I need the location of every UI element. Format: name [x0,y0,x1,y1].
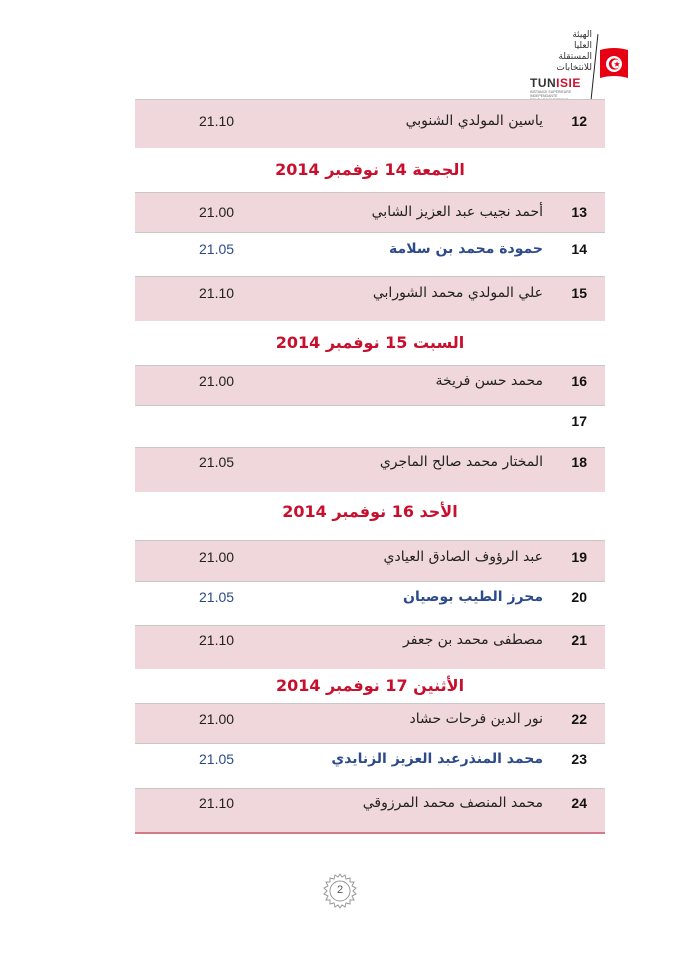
row-number: 20 [571,589,587,605]
logo-latin-suffix: ISIE [556,76,581,90]
table-row [135,405,605,447]
table-row [135,540,605,581]
tunisia-flag-icon [598,44,630,84]
table-bottom-border [135,832,605,834]
candidate-name: محمد المنصف محمد المرزوقي [362,795,543,811]
date-header [135,321,605,365]
date-header [135,669,605,703]
time-slot: 21.10 [199,632,235,648]
isie-logo [526,30,636,102]
logo-line: للانتخابات [556,63,592,73]
candidate-name: عبد الرؤوف الصادق العيادي [383,549,543,565]
table-row [135,232,605,276]
table-row [135,192,605,232]
date-header [135,492,605,540]
time-slot: 21.05 [199,241,235,257]
date-header-text: الأحد 16 نوفمبر 2014 [282,502,458,521]
candidate-name: علي المولدي محمد الشورابي [372,285,543,301]
date-header-text: السبت 15 نوفمبر 2014 [275,333,465,352]
table-row [135,743,605,788]
row-number: 21 [571,632,587,648]
table-row [135,788,605,832]
row-number: 13 [571,204,587,220]
row-number: 19 [571,549,587,565]
time-slot: 21.05 [199,454,235,470]
time-slot: 21.05 [199,751,235,767]
candidate-name: محمد حسن فريخة [435,373,543,389]
time-slot: 21.10 [199,113,235,129]
row-number: 12 [571,113,587,129]
time-slot: 21.10 [199,795,235,811]
table-row [135,276,605,321]
row-number: 14 [571,241,587,257]
row-number: 23 [571,751,587,767]
candidate-name: حمودة محمد بن سلامة [389,241,543,257]
table-row [135,703,605,743]
candidate-name: محمد المنذرعبد العزيز الزنايدي [331,751,543,767]
date-header [135,148,605,192]
page-number: 2 [336,884,344,896]
logo-sub-line: INSTANCE SUPERIEURE [530,90,572,94]
candidate-name: المختار محمد صالح الماجري [379,454,543,470]
row-number: 17 [571,413,587,429]
candidate-name: محرز الطيب بوصيان [403,589,543,605]
row-number: 16 [571,373,587,389]
time-slot: 21.00 [199,204,235,220]
table-row [135,581,605,625]
time-slot: 21.00 [199,711,235,727]
date-header-text: الجمعة 14 نوفمبر 2014 [275,160,465,179]
row-number: 18 [571,454,587,470]
time-slot: 21.00 [199,549,235,565]
table-row [135,99,605,148]
date-header-text: الأثنين 17 نوفمبر 2014 [275,676,465,695]
candidate-name: أحمد نجيب عبد العزيز الشابي [371,204,543,220]
row-number: 24 [571,795,587,811]
schedule-table [135,99,605,834]
table-row [135,365,605,405]
time-slot: 21.00 [199,373,235,389]
table-row [135,447,605,492]
time-slot: 21.05 [199,589,235,605]
table-row [135,625,605,669]
candidate-name: مصطفى محمد بن جعفر [403,632,543,648]
time-slot: 21.10 [199,285,235,301]
candidate-name: ياسين المولدي الشنوبي [405,113,543,129]
logo-sub-line: INDEPENDANTE [530,94,558,98]
row-number: 15 [571,285,587,301]
logo-line: الهيئة [572,30,592,40]
logo-line: المستقلة [558,52,592,62]
candidate-name: نور الدين فرحات حشاد [409,711,543,727]
row-number: 22 [571,711,587,727]
logo-latin-prefix: TUN [530,76,557,90]
logo-latin [530,76,581,90]
page-number-seal [322,873,358,909]
logo-line: العليا [573,41,592,51]
logo-arabic-text [526,30,592,74]
